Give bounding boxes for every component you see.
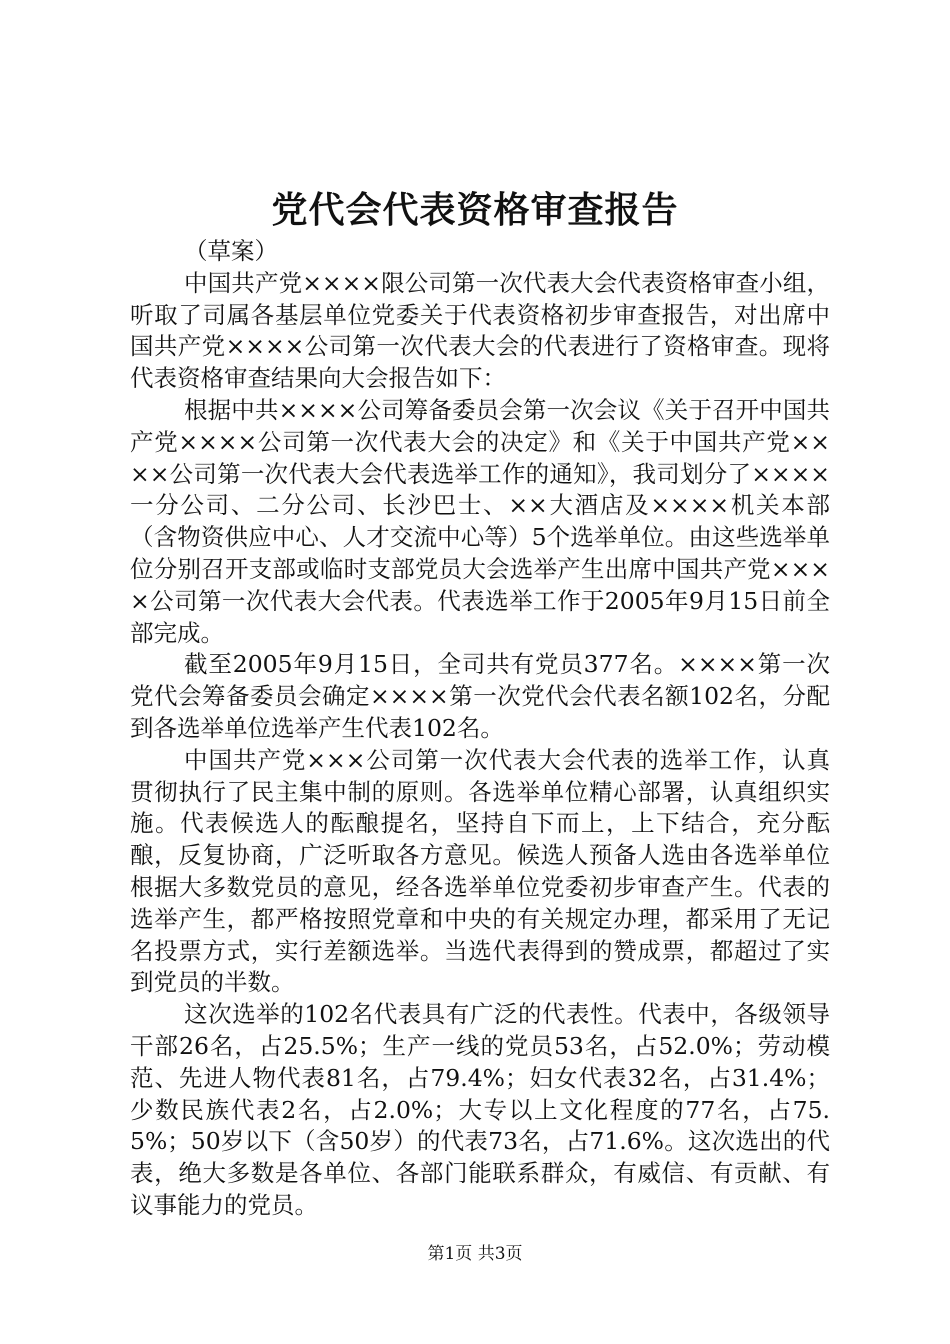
paragraph-election-units: 根据中共××××公司筹备委员会第一次会议《关于召开中国共产党××××公司第一次代表大会的决定》和《关于中国共产党××××公司第一次代表大会代表选举工作的通知》，我司划分了××××一分公司、二分公司、长沙巴士、××大酒店及××××机关本部（含物资供应中心、人才交流中心等）5个选举单位。由这些选举单位分别召开支部或临时支部党员大会选举产生出席中国共产党××××公司第一次代表大会代表。代表选举工作于2005年9月15日前全部完成。: [130, 395, 830, 647]
paragraph-representativeness: 这次选举的102名代表具有广泛的代表性。代表中，各级领导干部26名，占25.5%；生产一线的党员53名，占52.0%；劳动模范、先进人物代表81名，占79.4%；妇女代表32名，占31.4%；少数民族代表2名，占2.0%；大专以上文化程度的77名，占75.5%；50岁以下（含50岁）的代表73名，占71.6%。这次选出的代表，绝大多数是各单位、各部门能联系群众，有威信、有贡献、有议事能力的党员。: [130, 1000, 830, 1219]
paragraph-intro: 中国共产党××××限公司第一次代表大会代表资格审查小组，听取了司属各基层单位党委关于代表资格初步审查报告，对出席中国共产党××××公司第一次代表大会的代表进行了资格审查。现将代表资格审查结果向大会报告如下：: [130, 268, 830, 393]
document-body: [130, 236, 830, 1222]
paragraph-member-count: 截至2005年9月15日，全司共有党员377名。××××第一次党代会筹备委员会确定××××第一次党代会代表名额102名，分配到各选举单位选举产生代表102名。: [130, 650, 830, 742]
page-footer: 第1页 共3页: [427, 1244, 523, 1264]
paragraph-election-process: 中国共产党×××公司第一次代表大会代表的选举工作，认真贯彻执行了民主集中制的原则。各选举单位精心部署，认真组织实施。代表候选人的酝酿提名，坚持自下而上，上下结合，充分酝酿，反复协商，广泛听取各方意见。候选人预备人选由各选举单位根据大多数党员的意见，经各选举单位党委初步审查产生。代表的选举产生，都严格按照党章和中央的有关规定办理，都采用了无记名投票方式，实行差额选举。当选代表得到的赞成票，都超过了实到党员的半数。: [130, 745, 830, 997]
draft-label: （草案）: [184, 237, 279, 265]
document-title: 党代会代表资格审查报告: [271, 189, 679, 231]
